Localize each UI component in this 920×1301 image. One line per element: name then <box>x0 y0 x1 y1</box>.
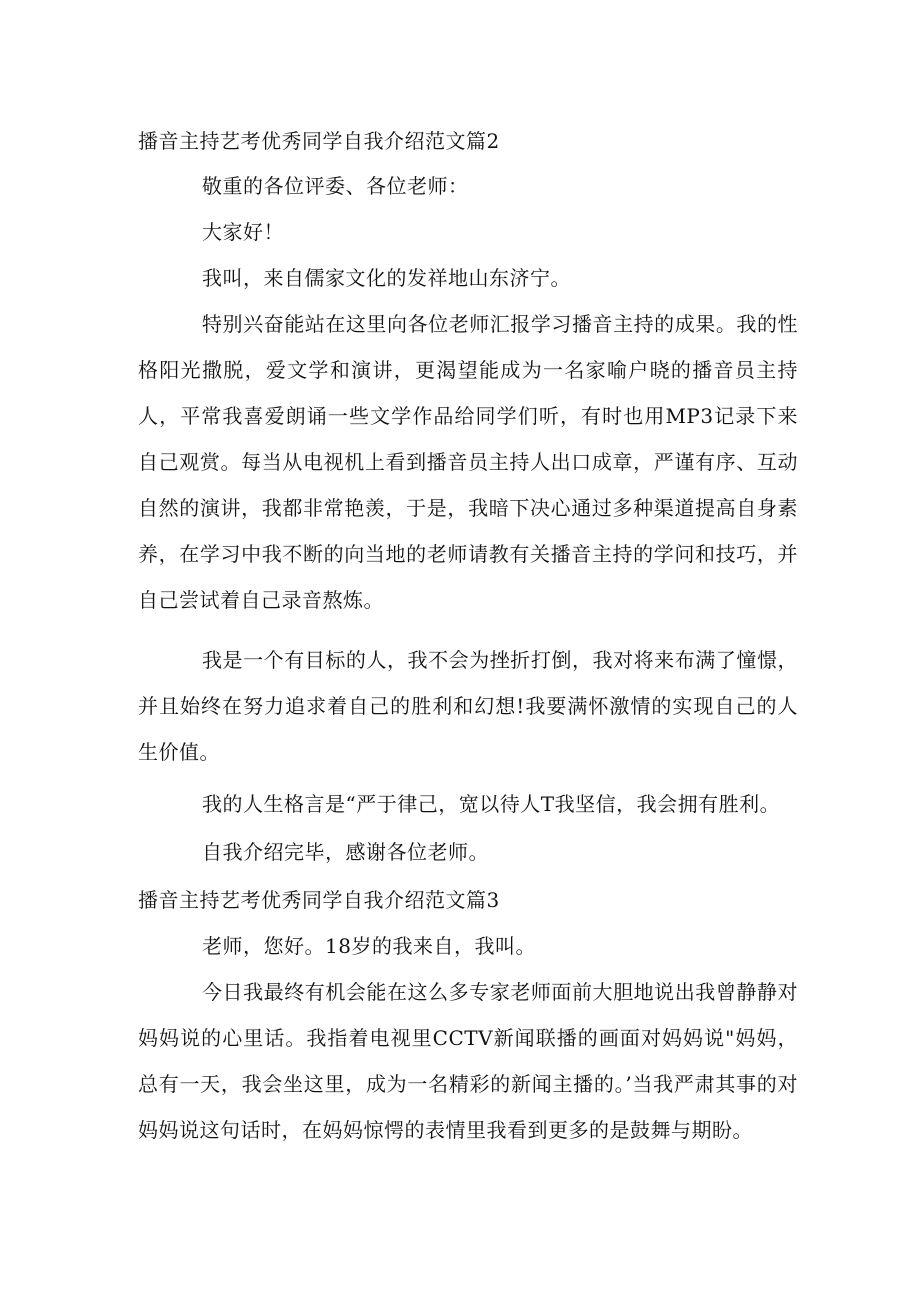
intro-paragraph: 我叫，来自儒家文化的发祥地山东济宁。 <box>202 266 571 290</box>
hello-paragraph: 大家好！ <box>202 220 284 244</box>
goal-paragraph: 我是一个有目标的人，我不会为挫折打倒，我对将来布满了憧憬，并且始终在努力追求着自己的胜利和幻想!我要满怀激情的实现自己的人生价值。 <box>138 648 798 764</box>
story-paragraph: 今日我最终有机会能在这么多专家老师面前大胆地说出我曾静静对妈妈说的心里话。我指着电视里CCTV新闻联播的画面对妈妈说"妈妈，总有一天，我会坐这里，成为一名精彩的新闻主播的。’当我严肃其事的对妈妈说这句话时，在妈妈惊愕的表情里我看到更多的是鼓舞与期盼。 <box>138 980 798 1142</box>
opening-paragraph: 老师，您好。18岁的我来自，我叫。 <box>202 934 536 958</box>
body-paragraph: 特别兴奋能站在这里向各位老师汇报学习播音主持的成果。我的性格阳光撒脱，爱文学和演讲，更渴望能成为一名家喻户晓的播音员主持人，平常我喜爱朗诵一些文学作品给同学们听，有时也用MP3记录下来自己观赏。每当从电视机上看到播音员主持人出口成章，严谨有序、互动自然的演讲，我都非常艳羡，于是，我暗下决心通过多种渠道提高自身素养，在学习中我不断的向当地的老师请教有关播音主持的学问和技巧，并自己尝试着自己录音熬炼。 <box>138 312 798 612</box>
section-title-3: 播音主持艺考优秀同学自我介绍范文篇3 <box>138 888 500 912</box>
section-title-2: 播音主持艺考优秀同学自我介绍范文篇2 <box>138 129 500 153</box>
greeting-paragraph: 敬重的各位评委、各位老师： <box>202 174 469 198</box>
closing-paragraph: 自我介绍完毕，感谢各位老师。 <box>202 840 489 864</box>
motto-paragraph: 我的人生格言是“严于律己，宽以待人T我坚信，我会拥有胜利。 <box>202 792 781 816</box>
